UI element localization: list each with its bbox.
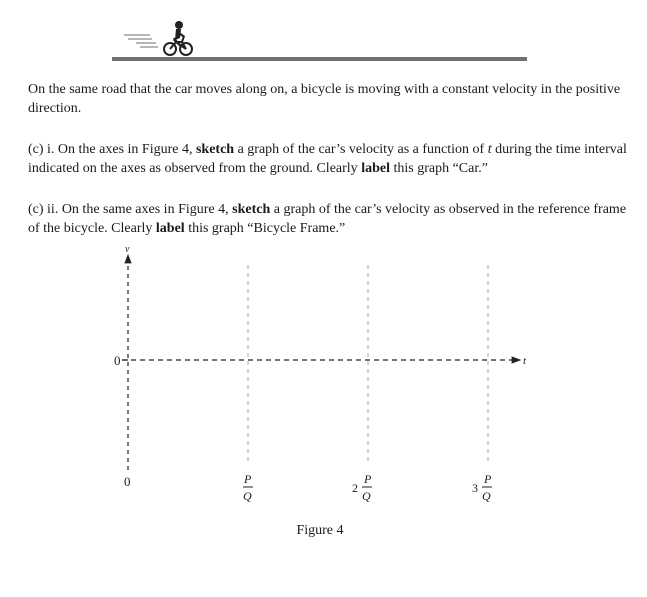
bicycle-illustration	[0, 0, 647, 75]
v-axis-label: v	[125, 244, 130, 255]
bicycle-icon	[164, 36, 192, 55]
tick-3-coef: 3	[472, 481, 478, 495]
v-zero-label: 0	[114, 353, 121, 368]
question-c-i: (c) i. On the axes in Figure 4, sketch a graph of the car’s velocity as a function of t during the time interval indicated on the axes as observed from the ground. Clearly label this graph “Car.”	[28, 142, 627, 176]
tick-label-1	[243, 472, 253, 503]
figure-caption: Figure 4	[296, 523, 344, 538]
motion-lines	[124, 35, 158, 47]
intro-paragraph: On the same road that the car moves along on, a bicycle is moving with a constant velocity in the positive direction.	[28, 82, 621, 116]
tick-label-3	[472, 472, 492, 503]
tick-3-num: P	[484, 472, 492, 486]
tick-label-2	[352, 472, 372, 503]
x-origin-label: 0	[124, 474, 131, 489]
tick-1-num: P	[244, 472, 252, 486]
question-c-ii: (c) ii. On the same axes in Figure 4, sketch a graph of the car’s velocity as observed in the reference frame of the bicycle. Clearly label this graph “Bicycle Frame.”	[28, 202, 627, 236]
tick-2-num: P	[364, 472, 372, 486]
tick-2-den: Q	[362, 489, 371, 503]
tick-1-den: Q	[243, 489, 252, 503]
t-axis-label: t	[523, 355, 527, 367]
tick-2-coef: 2	[352, 481, 358, 495]
velocity-time-axes	[0, 240, 647, 560]
tick-3-den: Q	[482, 489, 491, 503]
